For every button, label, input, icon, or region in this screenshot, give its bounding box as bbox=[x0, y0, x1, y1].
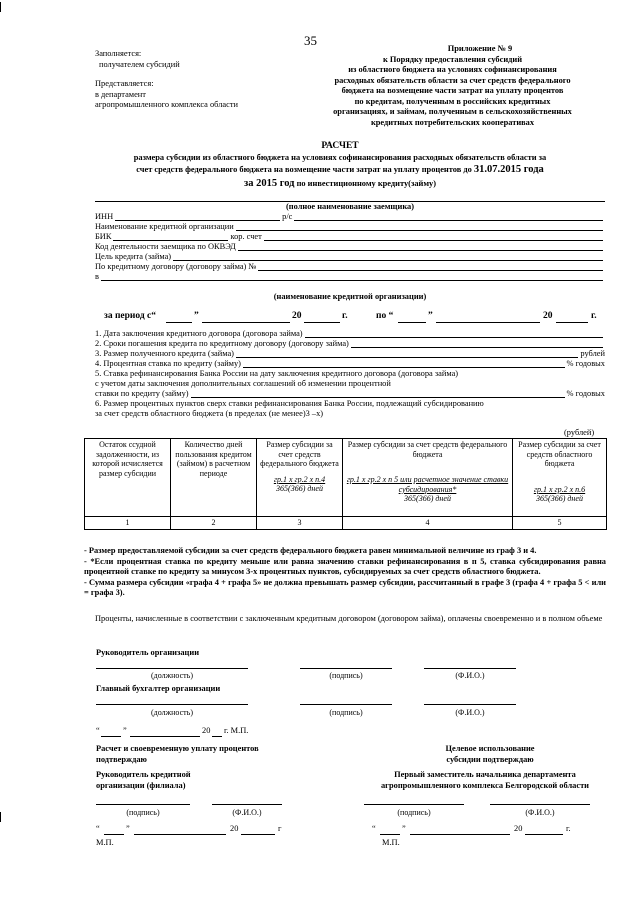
period-to-year[interactable] bbox=[556, 322, 588, 323]
appendix-block bbox=[300, 44, 605, 128]
item-6-row-b bbox=[95, 409, 605, 419]
formula-numerator: гр.1 х гр.2 х п.4 bbox=[273, 474, 326, 484]
item-2-field[interactable] bbox=[351, 347, 603, 348]
item-1-label: 1. Дата заключения кредитного договора (договора займа) bbox=[95, 328, 303, 338]
year-prefix: 20 bbox=[202, 726, 211, 735]
note-2: - *Если процентная ставка по кредиту меньше или равна значению ставки рефинансирования в п 5, ставка субсидирования равна процентной ставке по кредиту за минусом 3-х процентных пунктов, субсидируемых за счет средств областного бюджета. bbox=[84, 556, 606, 576]
table-col-number: 5 bbox=[513, 517, 607, 530]
appendix-line: кредитных потребительских кооперативах bbox=[370, 117, 535, 127]
calculation-table bbox=[84, 438, 607, 530]
note-3: - Сумма размера субсидии «графа 4 + графа 5» не должна превышать размер субсидии, рассчитанный в графе 3 (графа 4 + графа 5 < или = графа 3). bbox=[84, 577, 606, 597]
okved-label: Код деятельности заемщика по ОКВЭД bbox=[95, 241, 236, 251]
bank-label: Наименование кредитной организации bbox=[95, 221, 234, 231]
appendix-line: расходных обязательств области за счет средств федерального bbox=[334, 75, 571, 85]
month-field[interactable] bbox=[130, 736, 200, 737]
in-bank-field[interactable] bbox=[101, 280, 603, 281]
bank-signature-caption: (подпись) bbox=[126, 808, 160, 817]
items-list bbox=[95, 329, 605, 419]
table-header-1 bbox=[85, 439, 171, 517]
item-1-row bbox=[95, 329, 605, 339]
filled-by-label: Заполняется: bbox=[95, 49, 142, 58]
calc-confirm-line-2: подтверждаю bbox=[96, 754, 147, 764]
agreement-row bbox=[95, 262, 605, 272]
item-5-label: 5. Ставка рефинансирования Банка России на дату заключения кредитного договора (договора займа) bbox=[95, 368, 459, 378]
title-line-2-text: счет средств федерального бюджета на возмещение части затрат на уплату процентов до bbox=[136, 165, 472, 175]
year-field[interactable] bbox=[241, 834, 275, 835]
scan-edge-mark bbox=[0, 2, 1, 12]
period-to-g: г. bbox=[591, 311, 597, 321]
submitted-label: Представляется: bbox=[95, 79, 154, 88]
item-5-label-b: с учетом даты заключения дополнительных соглашений об изменении процентной bbox=[95, 378, 391, 388]
calc-confirm-line-1: Расчет и своевременную уплату процентов bbox=[96, 744, 259, 753]
period-row bbox=[104, 311, 604, 323]
title-line-3-rest: по инвестиционному кредиту(займу) bbox=[296, 178, 437, 188]
item-2-row bbox=[95, 339, 605, 349]
notes-block bbox=[84, 546, 606, 599]
item-1-field[interactable] bbox=[305, 337, 603, 338]
header-text: Размер субсидии за счет средств областного бюджета bbox=[518, 440, 601, 469]
borrower-fields bbox=[95, 212, 605, 282]
okved-field[interactable] bbox=[238, 250, 603, 251]
formula-numerator: гр.1 х гр.2 х п.6 bbox=[533, 484, 586, 494]
title-heading: РАСЧЕТ bbox=[321, 141, 359, 151]
quote-open: “ bbox=[96, 726, 100, 735]
appendix-line: по кредитам, полученным в российских кредитных bbox=[354, 96, 551, 106]
month-field[interactable] bbox=[134, 834, 226, 835]
formula-numerator: гр.1 х гр.2 х п 5 или расчетное значение ставки субсидирования* bbox=[346, 475, 509, 494]
chief-accountant-label: Главный бухгалтер организации bbox=[96, 684, 221, 693]
table-col-number: 4 bbox=[343, 517, 513, 530]
agreement-label: По кредитному договору (договору займа) № bbox=[95, 261, 257, 271]
period-from-year[interactable] bbox=[304, 322, 340, 323]
chief-signature-line[interactable] bbox=[300, 704, 392, 705]
bank-fio-caption: (Ф.И.О.) bbox=[232, 808, 262, 817]
scan-edge-mark bbox=[0, 812, 1, 822]
submitted-to-line-2: агропромышленного комплекса области bbox=[95, 100, 238, 109]
bank-signature-line[interactable] bbox=[96, 804, 190, 805]
deputy-fio-caption: (Ф.И.О.) bbox=[525, 808, 555, 817]
deputy-line-1: Первый заместитель начальника департамента bbox=[394, 770, 576, 779]
calc-confirm bbox=[96, 744, 259, 765]
month-field[interactable] bbox=[410, 834, 510, 835]
year-field[interactable] bbox=[525, 834, 563, 835]
item-3-row bbox=[95, 349, 605, 359]
formula-denominator: 365(366) дней bbox=[404, 494, 451, 504]
year-suffix: г bbox=[278, 824, 282, 833]
deputy-head bbox=[360, 770, 610, 791]
period-to-label: по “ bbox=[376, 311, 394, 321]
period-from-quote: ” bbox=[194, 311, 199, 321]
table-header-row bbox=[85, 439, 607, 517]
item-5-row-b bbox=[95, 379, 605, 389]
item-4-unit: % годовых bbox=[566, 358, 605, 368]
day-field[interactable] bbox=[380, 834, 400, 835]
period-to-quote: ” bbox=[428, 311, 433, 321]
kor-field[interactable] bbox=[264, 240, 603, 241]
header-text: Размер субсидии за счет средств федерального бюджета bbox=[347, 440, 508, 459]
header-text: Количество дней пользования кредитом (займом) в расчетном периоде bbox=[175, 440, 252, 478]
head-position-line[interactable] bbox=[96, 668, 248, 669]
deputy-fio-line[interactable] bbox=[490, 804, 590, 805]
submitted-to-line-1: в департамент bbox=[95, 89, 146, 99]
item-3-field[interactable] bbox=[236, 357, 578, 358]
bank-fio-line[interactable] bbox=[212, 804, 282, 805]
appendix-line: из областного бюджета на условиях софинансирования bbox=[348, 65, 557, 74]
item-5-unit: % годовых bbox=[566, 388, 605, 398]
rs-field[interactable] bbox=[294, 220, 603, 221]
quote-close: ” bbox=[402, 824, 406, 833]
currency-label: (рублей) bbox=[564, 428, 595, 437]
chief-position-line[interactable] bbox=[96, 704, 248, 705]
table-header-2 bbox=[171, 439, 257, 517]
formula-denominator: 365(366) дней bbox=[276, 484, 323, 494]
page-number: 35 bbox=[304, 33, 317, 48]
title-line-2 bbox=[80, 163, 600, 176]
header-text: Остаток ссудной задолженности, из которой исчисляется размер субсидии bbox=[92, 440, 163, 478]
chief-position-caption: (должность) bbox=[151, 708, 193, 717]
item-3-label: 3. Размер полученного кредита (займа) bbox=[95, 348, 234, 358]
period-from-month[interactable] bbox=[202, 322, 290, 323]
bank-row bbox=[95, 222, 605, 232]
okved-row bbox=[95, 242, 605, 252]
year-prefix: 20 bbox=[230, 824, 239, 833]
deputy-signature-line[interactable] bbox=[364, 804, 464, 805]
item-4-row bbox=[95, 359, 605, 369]
bank-field[interactable] bbox=[236, 230, 603, 231]
period-from-label: за период с“ bbox=[104, 311, 157, 321]
title-line-1: размера субсидии из областного бюджета на условиях софинансирования расходных обязательств области за bbox=[133, 152, 547, 162]
table-header-4 bbox=[343, 439, 513, 517]
table-header-5 bbox=[513, 439, 607, 517]
date-row-deputy bbox=[372, 824, 592, 836]
year-prefix: 20 bbox=[514, 824, 523, 833]
agreement-field[interactable] bbox=[258, 270, 603, 271]
bank-caption: (наименование кредитной организации) bbox=[273, 292, 427, 301]
quote-open: “ bbox=[96, 824, 100, 833]
head-fio-caption: (Ф.И.О.) bbox=[455, 671, 485, 680]
formula-denominator: 365(366) дней bbox=[536, 494, 583, 504]
note-1: - Размер предоставляемой субсидии за счет средств федерального бюджета равен минимальной величине из граф 3 и 4. bbox=[84, 546, 537, 555]
target-use-confirm bbox=[400, 744, 580, 765]
inn-label: ИНН bbox=[95, 211, 114, 221]
item-5-row bbox=[95, 369, 605, 379]
target-use-line-1: Целевое использование bbox=[445, 744, 535, 753]
head-position-caption: (должность) bbox=[151, 671, 193, 680]
appendix-line: бюджета на возмещение части затрат на уплату процентов bbox=[341, 86, 564, 95]
head-label: Руководитель организации bbox=[96, 648, 200, 657]
item-6-label-b: за счет средств областного бюджета (в пределах (не менее)3 –х) bbox=[95, 408, 324, 418]
document-title bbox=[80, 141, 600, 190]
bik-label: БИК bbox=[95, 231, 112, 241]
chief-fio-caption: (Ф.И.О.) bbox=[455, 708, 485, 717]
filled-by-value: получателем субсидий bbox=[99, 59, 180, 69]
year-suffix: г. bbox=[566, 824, 571, 833]
period-from-year-prefix: 20 bbox=[292, 311, 302, 321]
item-5-label-c: ставки по кредиту (займу) bbox=[95, 388, 189, 398]
table-number-row bbox=[85, 517, 607, 530]
period-from-day[interactable] bbox=[166, 322, 192, 323]
title-date: 31.07.2015 года bbox=[473, 164, 544, 176]
quote-close: ” bbox=[123, 726, 127, 735]
deputy-signature-caption: (подпись) bbox=[397, 808, 431, 817]
kor-label: кор. счет bbox=[230, 231, 262, 241]
appendix-line: к Порядку предоставления субсидий bbox=[382, 54, 523, 64]
bank-head-line-1: Руководитель кредитной bbox=[96, 770, 191, 779]
head-signature-caption: (подпись) bbox=[329, 671, 363, 680]
target-use-line-2: субсидии подтверждаю bbox=[446, 754, 534, 764]
quote-close: ” bbox=[126, 824, 130, 833]
note-4: Проценты, начисленные в соответствии с заключенным кредитным договором (договором займа), оплачены своевременно и в полном объеме bbox=[95, 614, 603, 623]
period-to-year-prefix: 20 bbox=[543, 311, 553, 321]
item-4-label: 4. Процентная ставка по кредиту (займу) bbox=[95, 358, 241, 368]
in-bank-row bbox=[95, 272, 605, 282]
item-2-label: 2. Сроки погашения кредита по кредитному договору (договору займа) bbox=[95, 338, 349, 348]
quote-open: “ bbox=[372, 824, 376, 833]
item-6-row bbox=[95, 399, 605, 409]
bank-head bbox=[96, 770, 191, 791]
chief-signature-caption: (подпись) bbox=[329, 708, 363, 717]
title-line-3 bbox=[80, 177, 600, 190]
left-header bbox=[95, 49, 295, 111]
period-to-month[interactable] bbox=[436, 322, 540, 323]
period-to-day[interactable] bbox=[398, 322, 426, 323]
in-label: в bbox=[95, 271, 99, 281]
purpose-row bbox=[95, 252, 605, 262]
year-field[interactable] bbox=[212, 736, 222, 737]
purpose-label: Цель кредита (займа) bbox=[95, 251, 172, 261]
day-field[interactable] bbox=[104, 834, 124, 835]
appendix-line: организациях, и займам, полученным в сельскохозяйственных bbox=[333, 107, 572, 116]
chief-fio-line[interactable] bbox=[424, 704, 516, 705]
inn-row bbox=[95, 212, 605, 222]
header-text: Размер субсидии за счет средств федерального бюджета bbox=[260, 440, 339, 469]
date-row-1 bbox=[96, 726, 296, 738]
day-field[interactable] bbox=[101, 736, 121, 737]
head-signature-line[interactable] bbox=[300, 668, 392, 669]
bik-row bbox=[95, 232, 605, 242]
year-suffix: г. М.П. bbox=[224, 726, 249, 735]
stamp-place-deputy: М.П. bbox=[382, 838, 400, 847]
head-fio-line[interactable] bbox=[424, 668, 516, 669]
table-col-number: 2 bbox=[171, 517, 257, 530]
table-header-3 bbox=[257, 439, 343, 517]
table-col-number: 3 bbox=[257, 517, 343, 530]
rs-label: р/с bbox=[282, 211, 293, 221]
table-col-number: 1 bbox=[85, 517, 171, 530]
borrower-caption: (полное наименование заемщика) bbox=[286, 202, 414, 211]
item-6-label: 6. Размер процентных пунктов сверх ставки рефинансирования Банка России, подлежащий субсидированию bbox=[95, 398, 484, 408]
bank-head-line-2: организации (филиала) bbox=[96, 780, 186, 790]
item-3-unit: рублей bbox=[580, 348, 605, 358]
appendix-title: Приложение № 9 bbox=[447, 44, 513, 53]
stamp-place-bank: М.П. bbox=[96, 838, 114, 847]
deputy-line-2: агропромышленного комплекса Белгородской области bbox=[380, 780, 590, 790]
period-from-g: г. bbox=[342, 311, 348, 321]
item-5-row-c bbox=[95, 389, 605, 399]
title-year: за 2015 год bbox=[243, 177, 295, 189]
date-row-bank bbox=[96, 824, 296, 836]
